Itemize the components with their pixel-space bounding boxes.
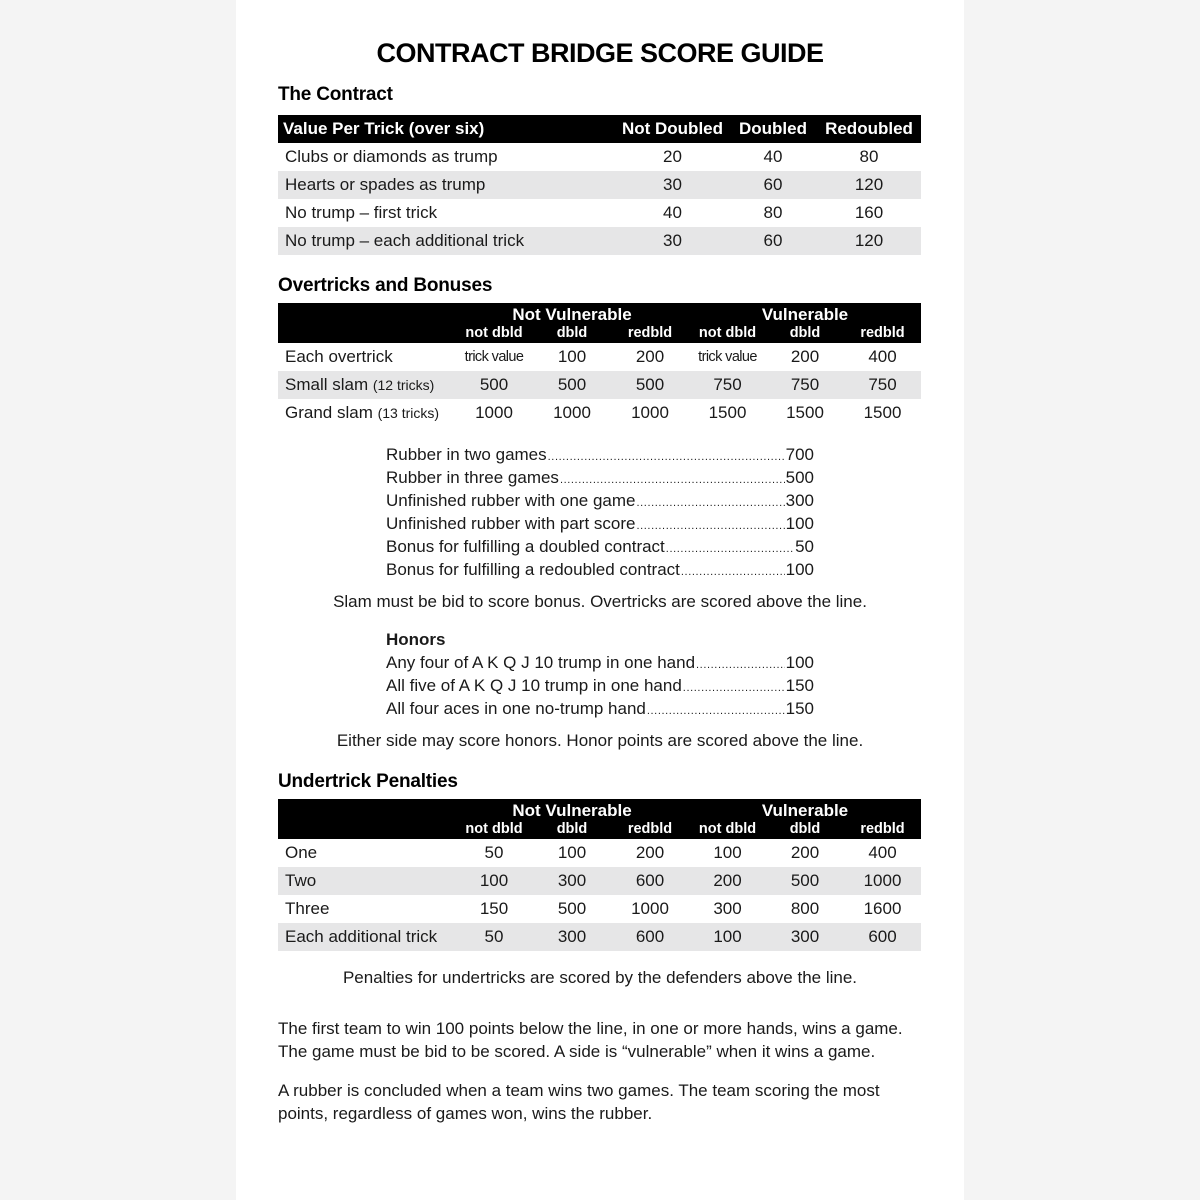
honors-item: All five of A K Q J 10 trump in one hand ..... 150	[386, 674, 814, 697]
bonus-item: Rubber in two games ..... 700	[386, 443, 814, 466]
column-header: not dbld	[455, 821, 533, 839]
table-row	[278, 923, 921, 951]
slam-note: Slam must be bid to score bonus. Overtricks are scored above the line.	[333, 592, 867, 611]
dot-leader	[683, 677, 785, 700]
cell-value: 200	[689, 867, 766, 895]
cell-value: 400	[868, 347, 897, 366]
cell-value: 80	[763, 203, 783, 222]
cell-value: 50	[484, 843, 504, 862]
column-header: Redoubled	[817, 115, 921, 143]
table-row	[278, 227, 921, 255]
table-row	[278, 171, 921, 199]
cell-value: 40	[663, 203, 682, 222]
cell-value: 100	[455, 867, 533, 895]
overtricks-heading: Overtricks and Bonuses	[278, 275, 493, 296]
column-header: dbld	[533, 821, 611, 839]
column-header: Doubled	[729, 115, 817, 143]
bonus-item: Unfinished rubber with one game ..... 300	[386, 489, 814, 512]
cell-value: 300	[533, 923, 611, 951]
bonus-item: Bonus for fulfilling a doubled contract ..... 50	[386, 535, 814, 558]
group-header-row	[278, 303, 921, 325]
contract-heading: The Contract	[278, 84, 393, 105]
cell-value: 1500	[863, 403, 902, 422]
cell-value: 750	[844, 371, 921, 399]
subcolumn-header-row	[278, 821, 921, 839]
game-paragraph: The first team to win 100 points below the line, in one or more hands, wins a game. The game must be bid to be scored. A side is “vulnerable” when it wins a game.	[278, 1019, 903, 1061]
cell-value: 300	[713, 899, 742, 918]
cell-value: 60	[729, 171, 817, 199]
row-label: Two	[278, 867, 455, 895]
subcolumn-header-row	[278, 325, 921, 343]
dot-leader	[636, 492, 784, 515]
dot-leader	[681, 561, 785, 584]
contract-header-row	[278, 115, 921, 143]
row-label: No trump – each additional trick	[278, 227, 616, 255]
honors-item: Any four of A K Q J 10 trump in one hand ..... 100	[386, 651, 814, 674]
bonus-item: Bonus for fulfilling a redoubled contract ..... 100	[386, 558, 814, 581]
cell-value: 500	[611, 371, 689, 399]
cell-value: 200	[635, 347, 665, 366]
cell-value: 200	[790, 347, 820, 366]
table-row	[278, 895, 921, 923]
cell-value: 500	[533, 371, 611, 399]
cell-value: 600	[611, 867, 689, 895]
cell-value: 400	[868, 843, 897, 862]
table-row	[278, 143, 921, 171]
undertricks-note: Penalties for undertricks are scored by the defenders above the line.	[342, 968, 858, 987]
column-header: redbld	[844, 821, 921, 839]
column-header: dbld	[533, 325, 611, 343]
cell-value: 750	[766, 371, 844, 399]
column-header: redbld	[611, 325, 689, 343]
table-row	[278, 199, 921, 227]
cell-value: trick value	[698, 349, 757, 365]
cell-value: 150	[479, 899, 509, 918]
cell-value: 800	[790, 899, 820, 918]
cell-value: 200	[790, 843, 820, 862]
row-note: (13 tricks)	[377, 405, 440, 421]
cell-value: 300	[766, 923, 844, 951]
cell-value: 1500	[708, 403, 747, 422]
cell-value: 160	[854, 203, 884, 222]
group-header-not-vulnerable: Not Vulnerable	[455, 303, 689, 325]
column-header: not dbld	[689, 325, 766, 343]
cell-value: 20	[663, 147, 682, 166]
table-row	[278, 867, 921, 895]
cell-value: 1600	[863, 899, 902, 918]
cell-value: 40	[763, 147, 783, 166]
cell-value: 1000	[631, 899, 669, 918]
dot-leader	[696, 654, 785, 677]
cell-value: 30	[616, 171, 729, 199]
cell-value: 200	[635, 843, 665, 862]
overtricks-table	[278, 303, 921, 427]
table-row	[278, 343, 921, 371]
column-header: Not Doubled	[616, 115, 729, 143]
cell-value: 100	[713, 843, 742, 862]
honors-heading: Honors	[386, 630, 446, 649]
group-header-vulnerable: Vulnerable	[689, 799, 921, 821]
dot-leader	[666, 538, 794, 561]
cell-value: 600	[844, 923, 921, 951]
row-note: (12 tricks)	[372, 377, 435, 393]
cell-value: 120	[817, 171, 921, 199]
row-label: Hearts or spades as trump	[278, 171, 616, 199]
cell-value: 600	[611, 923, 689, 951]
rubber-paragraph: A rubber is concluded when a team wins two games. The team scoring the most points, regardless of games won, wins the rubber.	[278, 1081, 880, 1123]
cell-value: 300	[533, 867, 611, 895]
row-label: Three	[285, 899, 330, 918]
group-header-row	[278, 799, 921, 821]
cell-value: 100	[557, 347, 587, 366]
cell-value: 60	[729, 227, 817, 255]
cell-value: 120	[817, 227, 921, 255]
column-header: not dbld	[455, 325, 533, 343]
group-header-not-vulnerable: Not Vulnerable	[455, 799, 689, 821]
contract-table	[278, 115, 921, 255]
honors-item: All four aces in one no-trump hand ..... 150	[386, 697, 814, 720]
cell-value: 80	[859, 147, 879, 166]
column-header: not dbld	[689, 821, 766, 839]
row-label: Grand slam (13 tricks)	[285, 403, 440, 422]
cell-value: 50	[455, 923, 533, 951]
column-header: Value Per Trick (over six)	[278, 115, 616, 143]
dot-leader	[647, 700, 785, 723]
column-header: redbld	[611, 821, 689, 839]
cell-value: 500	[455, 371, 533, 399]
column-header: redbld	[844, 325, 921, 343]
bonus-list	[386, 443, 814, 581]
row-label: One	[285, 843, 318, 862]
cell-value: 30	[616, 227, 729, 255]
cell-value: 100	[557, 843, 587, 862]
cell-value: 1000	[631, 403, 669, 422]
bonus-item: Unfinished rubber with part score ..... 100	[386, 512, 814, 535]
cell-value: 1000	[844, 867, 921, 895]
row-label: Each additional trick	[278, 923, 455, 951]
column-header: dbld	[766, 325, 844, 343]
cell-value: 1000	[553, 403, 591, 422]
row-label: Each overtrick	[285, 347, 393, 366]
dot-leader	[548, 446, 785, 469]
group-header-vulnerable: Vulnerable	[689, 303, 921, 325]
cell-value: 500	[766, 867, 844, 895]
page-title: CONTRACT BRIDGE SCORE GUIDE	[376, 38, 824, 68]
row-label: No trump – first trick	[285, 203, 438, 222]
honors-note: Either side may score honors. Honor points are scored above the line.	[336, 731, 864, 750]
table-row	[278, 371, 921, 399]
cell-value: 500	[557, 899, 587, 918]
row-label: Clubs or diamonds as trump	[285, 147, 498, 166]
table-row	[278, 839, 921, 867]
undertricks-heading: Undertrick Penalties	[278, 771, 458, 792]
table-row	[278, 399, 921, 427]
cell-value: 100	[689, 923, 766, 951]
cell-value: trick value	[464, 349, 524, 365]
bonus-item: Rubber in three games ..... 500	[386, 466, 814, 489]
row-label: Small slam (12 tricks)	[278, 371, 455, 399]
score-guide-page	[236, 0, 964, 1200]
cell-value: 1000	[475, 403, 513, 422]
cell-value: 1500	[786, 403, 824, 422]
honors-list	[386, 628, 814, 720]
cell-value: 750	[689, 371, 766, 399]
undertricks-table	[278, 799, 921, 951]
column-header: dbld	[766, 821, 844, 839]
